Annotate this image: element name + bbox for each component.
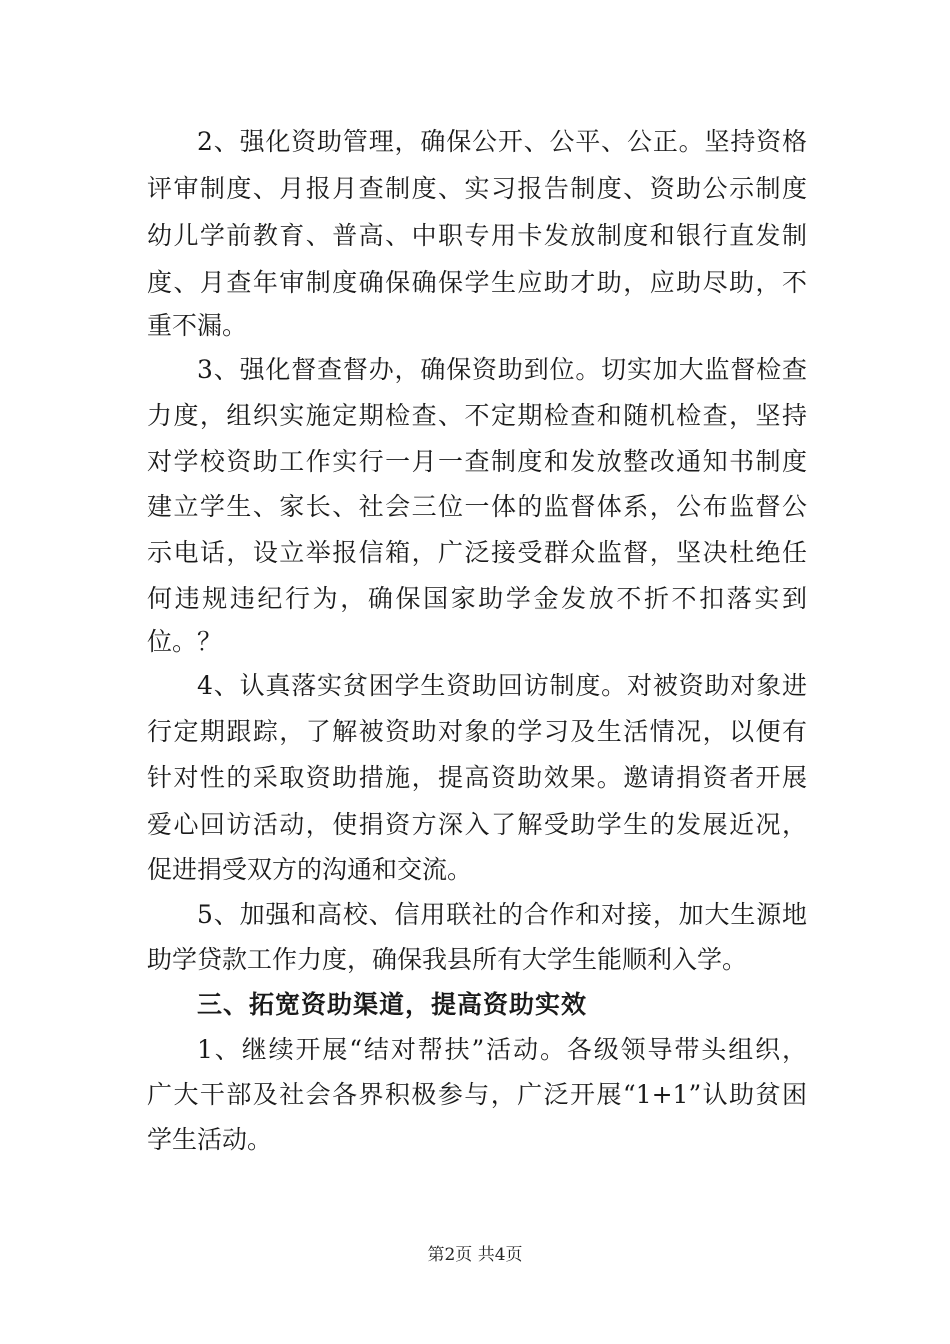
page-footer: 第2页 共4页 (427, 1245, 523, 1265)
paragraph-5-line-1: 5、加强和高校、信用联社的合作和对接，加大生源地 (197, 900, 807, 929)
paragraph-3-line-5: 示电话，设立举报信箱，广泛接受群众监督，坚决杜绝任 (147, 538, 807, 567)
paragraph-2-line-2: 评审制度、月报月查制度、实习报告制度、资助公示制度 (147, 174, 807, 203)
paragraph-2-line-3: 幼儿学前教育、普高、中职专用卡发放制度和银行直发制 (147, 221, 807, 250)
paragraph-3-line-7: 位。？ (147, 627, 223, 656)
paragraph-2-line-5: 重不漏。 (147, 311, 248, 340)
section-3-item-1-line-1: 1、继续开展“结对帮扶”活动。各级领导带头组织， (197, 1035, 807, 1064)
paragraph-3-line-3: 对学校资助工作实行一月一查制度和发放整改通知书制度 (147, 447, 807, 476)
paragraph-4-line-1: 4、认真落实贫困学生资助回访制度。对被资助对象进 (197, 671, 807, 700)
paragraph-4-line-4: 爱心回访活动，使捐资方深入了解受助学生的发展近况， (147, 810, 807, 839)
paragraph-4-line-2: 行定期跟踪，了解被资助对象的学习及生活情况，以便有 (147, 717, 807, 746)
paragraph-3-line-4: 建立学生、家长、社会三位一体的监督体系，公布监督公 (147, 492, 807, 521)
paragraph-4-line-5: 促进捐受双方的沟通和交流。 (147, 855, 473, 884)
paragraph-5-line-2: 助学贷款工作力度，确保我县所有大学生能顺利入学。 (147, 945, 748, 974)
section-3-item-1-line-3: 学生活动。 (147, 1125, 273, 1154)
section-3-item-1-line-2: 广大干部及社会各界积极参与，广泛开展“1+1”认助贫困 (147, 1080, 807, 1109)
paragraph-2-line-4: 度、月查年审制度确保确保学生应助才助，应助尽助，不 (147, 268, 807, 297)
paragraph-3-line-2: 力度，组织实施定期检查、不定期检查和随机检查，坚持 (147, 401, 807, 430)
paragraph-3-line-1: 3、强化督查督办，确保资助到位。切实加大监督检查 (197, 355, 807, 384)
paragraph-4-line-3: 针对性的采取资助措施，提高资助效果。邀请捐资者开展 (147, 763, 807, 792)
section-heading: 三、拓宽资助渠道，提高资助实效 (197, 990, 588, 1019)
paragraph-3-line-6: 何违规违纪行为，确保国家助学金发放不折不扣落实到 (147, 584, 807, 613)
paragraph-2-line-1: 2、强化资助管理，确保公开、公平、公正。坚持资格 (197, 127, 807, 156)
